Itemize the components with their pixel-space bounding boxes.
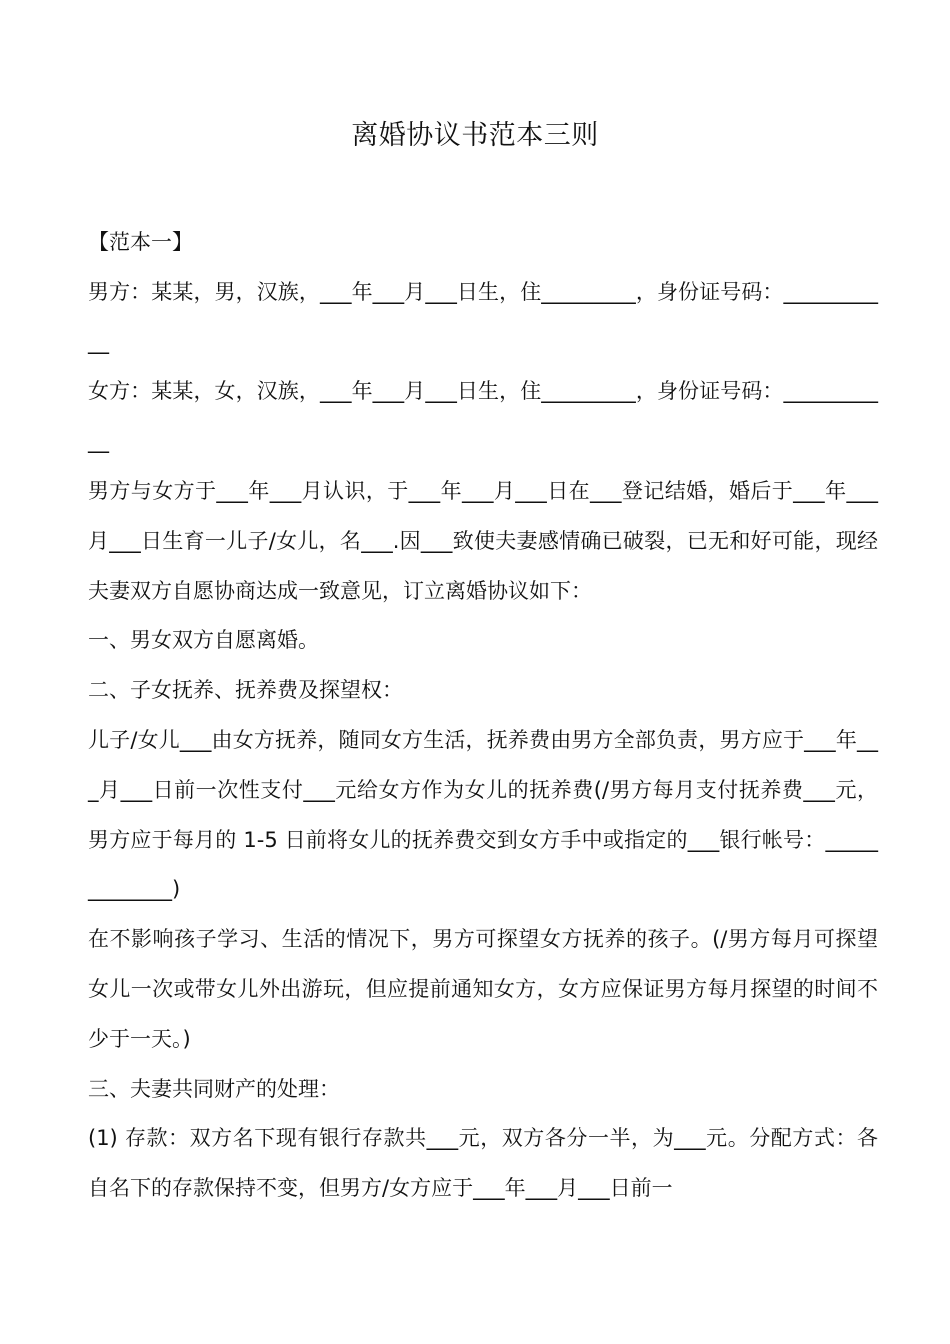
clause-one-divorce: 一、男女双方自愿离婚。 xyxy=(88,628,319,653)
paragraph-child-custody: 儿子/女儿___由女方抚养，随同女方生活，抚养费由男方全部负责，男方应于___年___月___日前一次性支付___元给女方作为女儿的抚养费(/男方每月支付抚养费___元，男方应于每月的 1-5 日前将女儿的抚养费交到女方手中或指定的___银行帐号：_____________) xyxy=(88,727,878,902)
section-heading-template-one: 【范本一】 xyxy=(88,230,193,254)
paragraph-male-party: 男方：某某，男，汉族，___年___月___日生，住_________，身份证号码：___________ xyxy=(88,279,878,354)
paragraph-visitation: 在不影响孩子学习、生活的情况下，男方可探望女方抚养的孩子。(/男方每月可探望女儿一次或带女儿外出游玩，但应提前通知女方，女方应保证男方每月探望的时间不少于一天。) xyxy=(88,927,878,1051)
paragraph-female-party: 女方：某某，女，汉族，___年___月___日生，住_________，身份证号码：___________ xyxy=(88,379,878,454)
clause-two-heading: 二、子女抚养、抚养费及探望权： xyxy=(88,678,403,703)
clause-three-heading: 三、夫妻共同财产的处理： xyxy=(88,1076,340,1101)
document-body xyxy=(88,218,878,1214)
paragraph-savings: (1) 存款：双方名下现有银行存款共___元，双方各分一半，为___元。分配方式：各自名下的存款保持不变，但男方/女方应于___年___月___日前一 xyxy=(88,1126,878,1201)
paragraph-marriage-background: 男方与女方于___年___月认识，于___年___月___日在___登记结婚，婚后于___年___月___日生育一儿子/女儿，名___.因___致使夫妻感情确已破裂，已无和好可能，现经夫妻双方自愿协商达成一致意见，订立离婚协议如下： xyxy=(88,478,878,603)
document-title: 离婚协议书范本三则 xyxy=(351,120,599,151)
